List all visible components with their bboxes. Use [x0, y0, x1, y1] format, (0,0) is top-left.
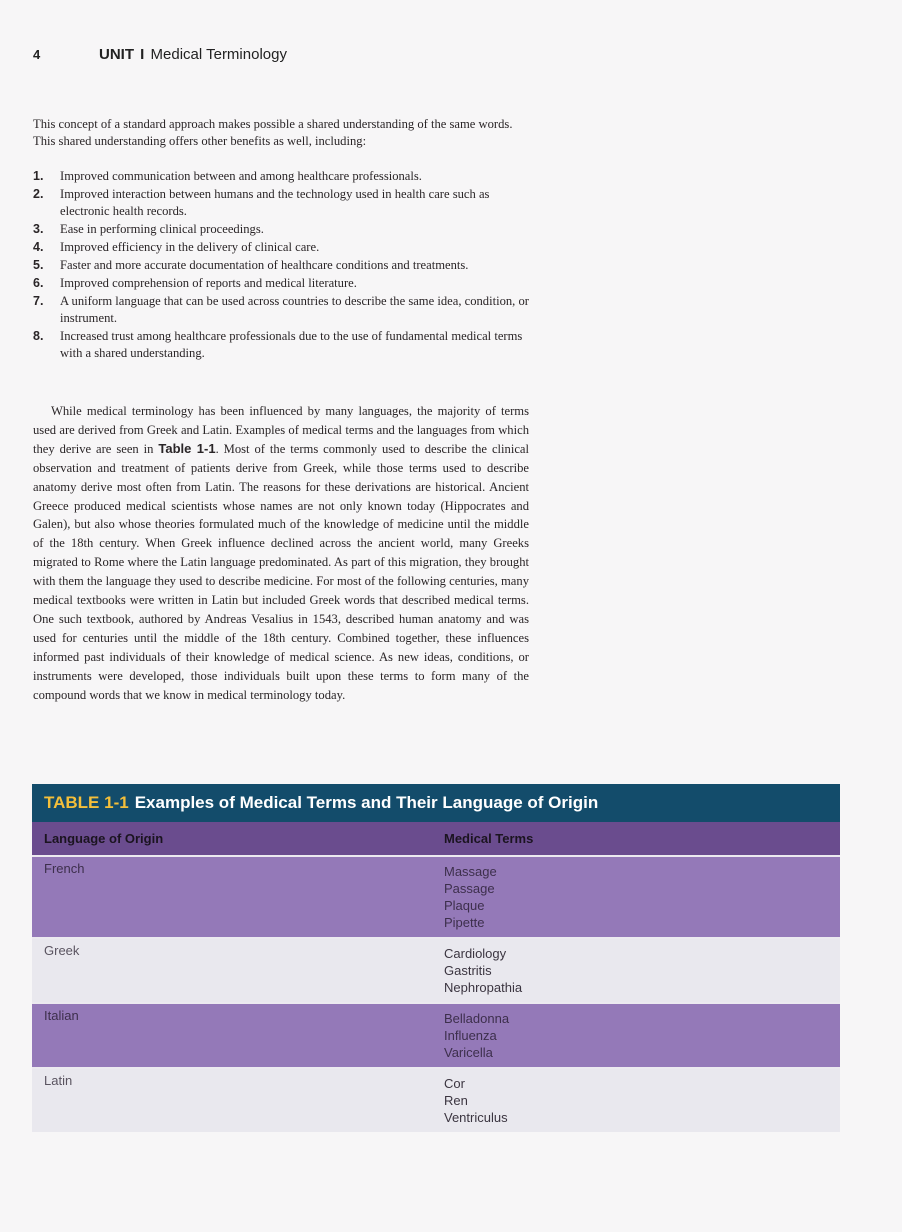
term: Passage: [444, 881, 495, 896]
page-number: 4: [33, 47, 41, 62]
unit-numeral: I: [140, 46, 145, 63]
list-item: [33, 275, 529, 292]
term: Cor: [444, 1076, 465, 1091]
list-item-number: 4.: [33, 240, 44, 254]
list-item: [33, 168, 529, 185]
list-item-text: Improved efficiency in the delivery of clinical care.: [60, 240, 320, 254]
list-item-text: A uniform language that can be used across countries to describe the same idea, condition, or instrument.: [60, 294, 529, 325]
terms-cell: [432, 939, 840, 1002]
table-title-bar: [32, 784, 840, 822]
list-item-number: 8.: [33, 329, 44, 343]
list-item: [33, 186, 529, 220]
language-cell: Italian: [44, 1008, 79, 1023]
table-row: [32, 1002, 840, 1067]
list-item-number: 1.: [33, 169, 44, 183]
column-header-terms: Medical Terms: [444, 831, 534, 846]
list-item-text: Increased trust among healthcare professionals due to the use of fundamental medical terms with a shared understanding.: [60, 329, 523, 360]
language-cell: Greek: [44, 943, 80, 958]
language-cell: Latin: [44, 1073, 73, 1088]
terms-cell: [432, 857, 840, 937]
list-item-text: Faster and more accurate documentation of healthcare conditions and treatments.: [60, 258, 469, 272]
term: Belladonna: [444, 1011, 510, 1026]
column-header-language: Language of Origin: [44, 831, 164, 846]
running-head: [99, 46, 287, 63]
list-item: [33, 328, 529, 362]
terms-cell: [432, 1004, 840, 1067]
list-item-number: 5.: [33, 258, 44, 272]
body-text-after: . Most of the terms commonly used to describe the clinical observation and treatment of patients derive from Greek, while those terms used to describe anatomy derive most often from Latin. The reasons for these derivations are historical. Ancient Greece produced medical scientists whose names are not only known today (Hippocrates and Galen), but also whose theories formulated much of the knowledge of medicine until the middle of the 18th century. When Greek influence declined across the ancient world, many Greeks migrated to Rome where the Latin language predominated. As part of this migration, they brought with them the language they used to describe medicine. For most of the following centuries, many medical textbooks were written in Latin but included Greek words that described medical terms. One such textbook, authored by Andreas Vesalius in 1543, described human anatomy and was used for centuries until the middle of the 18th century. Combined together, these influences informed past individuals of their knowledge of medical science. As new ideas, conditions, or instruments were developed, those individuals built upon these terms to form many of the compound words that we know in medical terminology today.: [33, 441, 530, 702]
list-item: [33, 257, 529, 274]
list-item-number: 6.: [33, 276, 44, 290]
term: Gastritis: [444, 963, 492, 978]
list-item: [33, 239, 529, 256]
terms-cell: [432, 1069, 840, 1132]
body-paragraph: [33, 402, 529, 705]
term: Pipette: [444, 915, 485, 930]
list-item-number: 7.: [33, 294, 44, 308]
table-row: [32, 937, 840, 1002]
language-cell: French: [44, 861, 85, 876]
list-item: [33, 293, 529, 327]
table-row: [32, 855, 840, 937]
term: Cardiology: [444, 946, 507, 961]
table-title: Examples of Medical Terms and Their Language of Origin: [134, 793, 599, 812]
intro-paragraph: This concept of a standard approach makes possible a shared understanding of the same words. This shared understanding offers other benefits as well, including:: [33, 117, 513, 148]
list-item-text: Improved comprehension of reports and medical literature.: [60, 276, 357, 290]
unit-word: UNIT: [99, 46, 134, 63]
benefits-list: [33, 168, 529, 363]
list-item: [33, 221, 529, 238]
list-item-number: 2.: [33, 187, 44, 201]
running-head-title: Medical Terminology: [150, 46, 287, 63]
body-text-before: While medical terminology has been influenced by many languages, the majority of terms used are derived from Greek and Latin. Examples of medical terms and the languages from which they derive are seen in: [33, 404, 529, 456]
list-item-text: Improved interaction between humans and the technology used in health care such as electronic health records.: [60, 187, 490, 218]
term: Massage: [444, 864, 497, 879]
table-label: TABLE 1-1: [44, 793, 129, 812]
term: Plaque: [444, 898, 485, 913]
list-item-text: Ease in performing clinical proceedings.: [60, 222, 264, 236]
term: Nephropathia: [444, 980, 523, 995]
term: Influenza: [444, 1028, 497, 1043]
term: Ventriculus: [444, 1110, 508, 1125]
term: Ren: [444, 1093, 468, 1108]
list-item-text: Improved communication between and among healthcare professionals.: [60, 169, 422, 183]
list-item-number: 3.: [33, 222, 44, 236]
table-reference: Table 1-1: [158, 440, 216, 456]
term: Varicella: [444, 1045, 493, 1060]
table-row: [32, 1067, 840, 1132]
medical-terms-table: [32, 784, 840, 1132]
table-header-row: [32, 822, 840, 855]
